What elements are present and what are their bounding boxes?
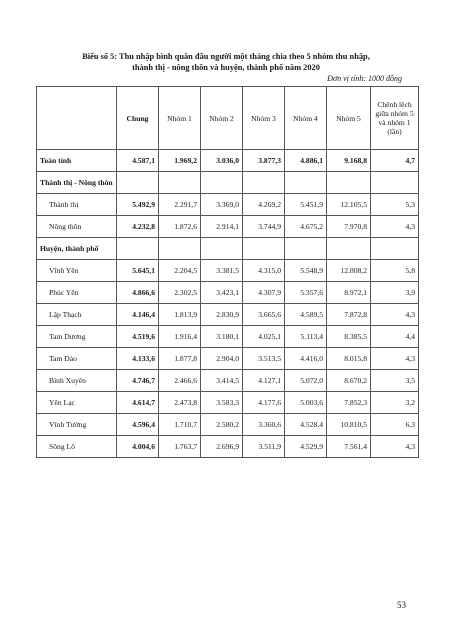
cell-value: 3.665,6: [243, 304, 285, 326]
header-nhom-5: Nhóm 5: [327, 87, 371, 150]
cell-value: 4,3: [371, 304, 419, 326]
cell-value: 5.645,1: [117, 260, 159, 282]
cell-value: 3.360,6: [243, 414, 285, 436]
cell-value: 2.291,7: [159, 194, 201, 216]
cell-value: 4.519,6: [117, 326, 159, 348]
cell-value: 5.003,6: [285, 392, 327, 414]
cell-value: 4,3: [371, 216, 419, 238]
row-label: Thành thị: [37, 194, 117, 216]
group-row: [37, 172, 419, 194]
header-nhom-3: Nhóm 3: [243, 87, 285, 150]
cell-value: [371, 172, 419, 194]
unit-note: Đơn vị tính: 1000 đồng: [327, 74, 402, 83]
cell-value: 5.072,0: [285, 370, 327, 392]
group-label: Huyện, thành phố: [37, 238, 117, 260]
table-row: [37, 348, 419, 370]
cell-value: 1.813,9: [159, 304, 201, 326]
row-label: Vĩnh Yên: [37, 260, 117, 282]
cell-value: 3.513,5: [243, 348, 285, 370]
cell-value: 4.004,6: [117, 436, 159, 458]
cell-value: 4.587,1: [117, 150, 159, 172]
cell-value: 3.180,1: [201, 326, 243, 348]
cell-value: 3.036,0: [201, 150, 243, 172]
cell-value: 3.583,3: [201, 392, 243, 414]
header-chung: Chung: [117, 87, 159, 150]
row-label: Toàn tỉnh: [37, 150, 117, 172]
table-row: [37, 326, 419, 348]
cell-value: 3,9: [371, 282, 419, 304]
cell-value: 4.675,2: [285, 216, 327, 238]
cell-value: [371, 238, 419, 260]
row-label: Bình Xuyên: [37, 370, 117, 392]
cell-value: 3.381,5: [201, 260, 243, 282]
cell-value: 3.877,3: [243, 150, 285, 172]
cell-value: 9.168,8: [327, 150, 371, 172]
cell-value: [327, 238, 371, 260]
row-label: Phúc Yên: [37, 282, 117, 304]
group-row: [37, 238, 419, 260]
cell-value: 2.580,2: [201, 414, 243, 436]
table-row: [37, 260, 419, 282]
cell-value: 7.970,8: [327, 216, 371, 238]
cell-value: 1.969,2: [159, 150, 201, 172]
cell-value: 2.904,0: [201, 348, 243, 370]
row-label: Lập Thạch: [37, 304, 117, 326]
cell-value: 1.877,8: [159, 348, 201, 370]
cell-value: 7.561,4: [327, 436, 371, 458]
cell-value: 4.232,8: [117, 216, 159, 238]
row-label: Yên Lạc: [37, 392, 117, 414]
cell-value: 4.269,2: [243, 194, 285, 216]
row-label: Tam Đảo: [37, 348, 117, 370]
cell-value: 2.302,5: [159, 282, 201, 304]
cell-value: [285, 172, 327, 194]
cell-value: 8.670,2: [327, 370, 371, 392]
row-label: Tam Dương: [37, 326, 117, 348]
cell-value: 2.466,6: [159, 370, 201, 392]
cell-value: [327, 172, 371, 194]
header-nhom-1: Nhóm 1: [159, 87, 201, 150]
cell-value: [159, 238, 201, 260]
table-row: [37, 414, 419, 436]
cell-value: [201, 238, 243, 260]
page-number: 53: [397, 600, 406, 610]
table-row: [37, 282, 419, 304]
cell-value: 4.746,7: [117, 370, 159, 392]
cell-value: 7.872,8: [327, 304, 371, 326]
cell-value: 4.133,6: [117, 348, 159, 370]
group-label: Thành thị - Nông thôn: [37, 172, 117, 194]
cell-value: [243, 172, 285, 194]
cell-value: 4.866,6: [117, 282, 159, 304]
table-row: [37, 370, 419, 392]
header-chenh-lech: Chênh lệch giữa nhóm 5 và nhóm 1 (lần): [371, 87, 419, 150]
cell-value: 1.872,6: [159, 216, 201, 238]
cell-value: 5.492,9: [117, 194, 159, 216]
cell-value: 1.916,4: [159, 326, 201, 348]
cell-value: 5.548,9: [285, 260, 327, 282]
cell-value: 12.808,2: [327, 260, 371, 282]
cell-value: 2.830,9: [201, 304, 243, 326]
cell-value: 4,7: [371, 150, 419, 172]
cell-value: 3.414,5: [201, 370, 243, 392]
cell-value: 8.015,8: [327, 348, 371, 370]
cell-value: 4,3: [371, 436, 419, 458]
cell-value: 3.369,0: [201, 194, 243, 216]
cell-value: 4.614,7: [117, 392, 159, 414]
cell-value: 4.307,9: [243, 282, 285, 304]
table-row: [37, 150, 419, 172]
cell-value: 1.710,7: [159, 414, 201, 436]
title-line-2: thành thị - nông thôn và huyện, thành phố năm 2020: [132, 62, 320, 72]
cell-value: 5.451,9: [285, 194, 327, 216]
cell-value: 4.589,5: [285, 304, 327, 326]
row-label: Nông thôn: [37, 216, 117, 238]
cell-value: 2.473,8: [159, 392, 201, 414]
cell-value: 6,3: [371, 414, 419, 436]
cell-value: 4.416,0: [285, 348, 327, 370]
income-table: [36, 86, 419, 458]
header-label-cell: [37, 87, 117, 150]
cell-value: 7.852,3: [327, 392, 371, 414]
cell-value: [117, 172, 159, 194]
cell-value: 4,4: [371, 326, 419, 348]
table-row: [37, 194, 419, 216]
table-row: [37, 436, 419, 458]
cell-value: 4.886,1: [285, 150, 327, 172]
cell-value: 8.385,5: [327, 326, 371, 348]
cell-value: 4.127,1: [243, 370, 285, 392]
cell-value: 4.146,4: [117, 304, 159, 326]
table-row: [37, 216, 419, 238]
cell-value: 4.177,6: [243, 392, 285, 414]
cell-value: 3.511,9: [243, 436, 285, 458]
cell-value: 12.105,5: [327, 194, 371, 216]
cell-value: 4.315,0: [243, 260, 285, 282]
cell-value: 5,3: [371, 194, 419, 216]
cell-value: 4.025,1: [243, 326, 285, 348]
cell-value: 3,5: [371, 370, 419, 392]
cell-value: 1.763,7: [159, 436, 201, 458]
cell-value: [201, 172, 243, 194]
table-title: [50, 52, 402, 73]
cell-value: 3.423,1: [201, 282, 243, 304]
cell-value: 8.972,1: [327, 282, 371, 304]
cell-value: [285, 238, 327, 260]
cell-value: 5.113,4: [285, 326, 327, 348]
cell-value: 2.204,5: [159, 260, 201, 282]
cell-value: 4.596,4: [117, 414, 159, 436]
cell-value: 10.810,5: [327, 414, 371, 436]
table-row: [37, 392, 419, 414]
cell-value: 3,2: [371, 392, 419, 414]
header-nhom-2: Nhóm 2: [201, 87, 243, 150]
cell-value: [159, 172, 201, 194]
header-nhom-4: Nhóm 4: [285, 87, 327, 150]
cell-value: [117, 238, 159, 260]
row-label: Vĩnh Tường: [37, 414, 117, 436]
row-label: Sông Lô: [37, 436, 117, 458]
cell-value: 4.528,4: [285, 414, 327, 436]
title-line-1: Biểu số 5: Thu nhập bình quân đầu người một tháng chia theo 5 nhóm thu nhập,: [82, 52, 370, 61]
cell-value: 5.357,6: [285, 282, 327, 304]
cell-value: 5,8: [371, 260, 419, 282]
cell-value: 4.529,9: [285, 436, 327, 458]
cell-value: 2.696,9: [201, 436, 243, 458]
cell-value: [243, 238, 285, 260]
cell-value: 2.914,1: [201, 216, 243, 238]
cell-value: 3.744,9: [243, 216, 285, 238]
cell-value: 4,3: [371, 348, 419, 370]
header-row: [37, 87, 419, 150]
table-row: [37, 304, 419, 326]
